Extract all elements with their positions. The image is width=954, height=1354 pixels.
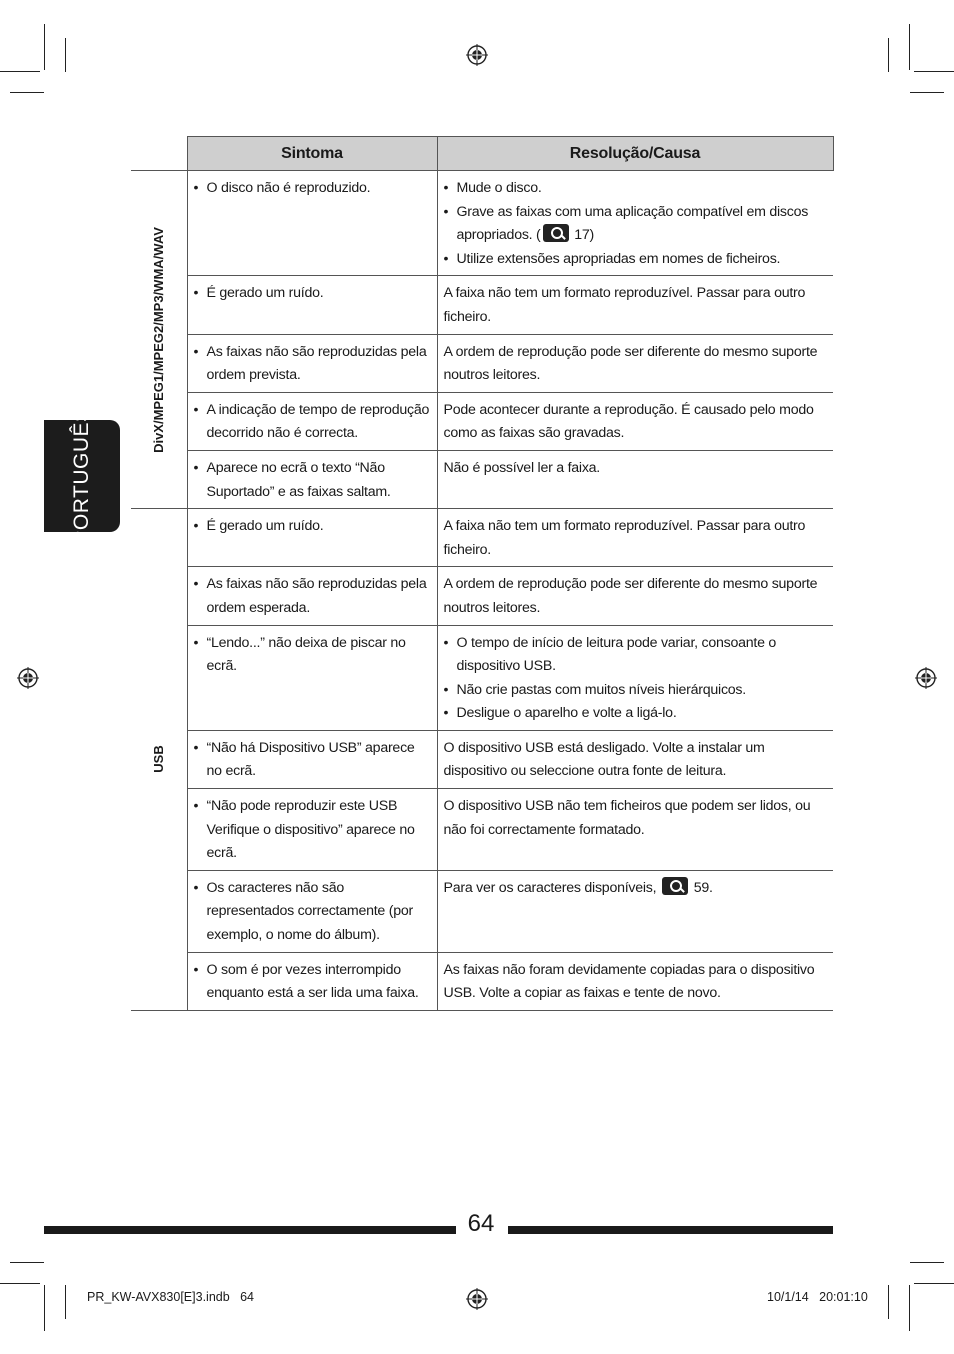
list-item: • Aparece no ecrã o texto “Não Suportado” e as faixas saltam. (194, 457, 431, 504)
symptom-cell (187, 171, 437, 276)
registration-mark-icon (466, 44, 488, 66)
resolution-cell: A faixa não tem um formato reproduzível. Passar para outro ficheiro. (437, 509, 833, 567)
group-label: DivX/MPEG1/MPEG2/MP3/WMA/WAV (150, 226, 166, 453)
symptom-cell (187, 567, 437, 625)
list-item: • As faixas não são reproduzidas pela ordem esperada. (194, 573, 431, 620)
symptom-cell (187, 625, 437, 730)
resolution-cell: A faixa não tem um formato reproduzível. Passar para outro ficheiro. (437, 276, 833, 334)
registration-mark-icon (17, 667, 39, 689)
list-item: • Mude o disco. (444, 177, 828, 201)
group-label-cell (131, 171, 187, 509)
language-tab-label: PORTUGUÊS (70, 407, 93, 545)
resolution-cell: O dispositivo USB está desligado. Volte a instalar um dispositivo ou seleccione outra fonte de leitura. (437, 730, 833, 788)
table-header-row (131, 137, 833, 171)
list-item: • “Lendo...” não deixa de piscar no ecrã. (194, 632, 431, 679)
symptom-cell (187, 789, 437, 871)
resolution-cell: A ordem de reprodução pode ser diferente do mesmo suporte noutros leitores. (437, 567, 833, 625)
page-reference: 59. (693, 879, 713, 896)
table-row (131, 171, 833, 276)
print-time: 20:01:10 (819, 1290, 868, 1304)
table-row (131, 567, 833, 625)
symptom-cell (187, 509, 437, 567)
table-row (131, 952, 833, 1010)
header-spacer (131, 137, 187, 171)
table-row (131, 730, 833, 788)
symptom-cell (187, 334, 437, 392)
resolution-cell (437, 171, 833, 276)
page-reference: 17) (574, 227, 595, 244)
footer-bar-right (508, 1226, 833, 1234)
list-item: • “Não há Dispositivo USB” aparece no ecrã. (194, 737, 431, 784)
resolution-cell: Pode acontecer durante a reprodução. É causado pelo modo como as faixas são gravadas. (437, 392, 833, 450)
header-symptom: Sintoma (187, 137, 437, 171)
symptom-cell (187, 392, 437, 450)
list-item: • Os caracteres não são representados correctamente (por exemplo, o nome do álbum). (194, 877, 431, 948)
list-item: • É gerado um ruído. (194, 282, 431, 306)
list-item (444, 201, 828, 248)
language-tab (44, 407, 120, 545)
symptom-cell (187, 730, 437, 788)
resolution-cell: Não é possível ler a faixa. (437, 450, 833, 508)
page-number: 64 (467, 1210, 495, 1237)
print-file-page: 64 (240, 1290, 254, 1304)
table-row (131, 334, 833, 392)
footer-bar-left (44, 1226, 456, 1234)
resolution-cell: A ordem de reprodução pode ser diferente do mesmo suporte noutros leitores. (437, 334, 833, 392)
list-item: • Desligue o aparelho e volte a ligá-lo. (444, 702, 828, 726)
print-file-name: PR_KW-AVX830[E]3.indb (87, 1290, 230, 1304)
list-item: • A indicação de tempo de reprodução decorrido não é correcta. (194, 399, 431, 446)
symptom-cell (187, 276, 437, 334)
list-item: • Utilize extensões apropriadas em nomes de ficheiros. (444, 248, 828, 272)
registration-mark-icon (466, 1288, 488, 1310)
table-row (131, 392, 833, 450)
list-item: • As faixas não são reproduzidas pela ordem prevista. (194, 341, 431, 388)
search-reference-icon (543, 224, 569, 242)
table-row (131, 625, 833, 730)
search-reference-icon (662, 877, 688, 895)
symptom-cell (187, 450, 437, 508)
resolution-cell (437, 625, 833, 730)
registration-mark-icon (915, 667, 937, 689)
resolution-text: Grave as faixas com uma aplicação compatível em discos apropriados. ( (456, 203, 809, 244)
table-row (131, 789, 833, 871)
list-item: • É gerado um ruído. (194, 515, 431, 539)
list-item: • O tempo de início de leitura pode variar, consoante o dispositivo USB. (444, 632, 828, 679)
resolution-cell: O dispositivo USB não tem ficheiros que podem ser lidos, ou não foi correctamente formatado. (437, 789, 833, 871)
list-item: • O disco não é reproduzido. (194, 177, 431, 201)
print-date: 10/1/14 (767, 1290, 809, 1304)
symptom-cell (187, 870, 437, 952)
symptom-cell (187, 952, 437, 1010)
table-row (131, 870, 833, 952)
troubleshooting-table (131, 136, 834, 1011)
table-row (131, 276, 833, 334)
print-timestamp (767, 1290, 868, 1304)
table-row (131, 450, 833, 508)
group-label-cell (131, 509, 187, 1011)
resolution-text: Para ver os caracteres disponíveis, (443, 879, 657, 896)
table-row (131, 509, 833, 567)
list-item: • Não crie pastas com muitos níveis hierárquicos. (444, 679, 828, 703)
group-label: USB (150, 745, 166, 774)
resolution-cell (437, 870, 833, 952)
list-item: • “Não pode reproduzir este USB Verifique o dispositivo” aparece no ecrã. (194, 795, 431, 866)
print-file-info (87, 1290, 254, 1304)
list-item: • O som é por vezes interrompido enquanto está a ser lida uma faixa. (194, 959, 431, 1006)
header-resolution: Resolução/Causa (437, 137, 833, 171)
resolution-cell: As faixas não foram devidamente copiadas para o dispositivo USB. Volte a copiar as faixas e tente de novo. (437, 952, 833, 1010)
